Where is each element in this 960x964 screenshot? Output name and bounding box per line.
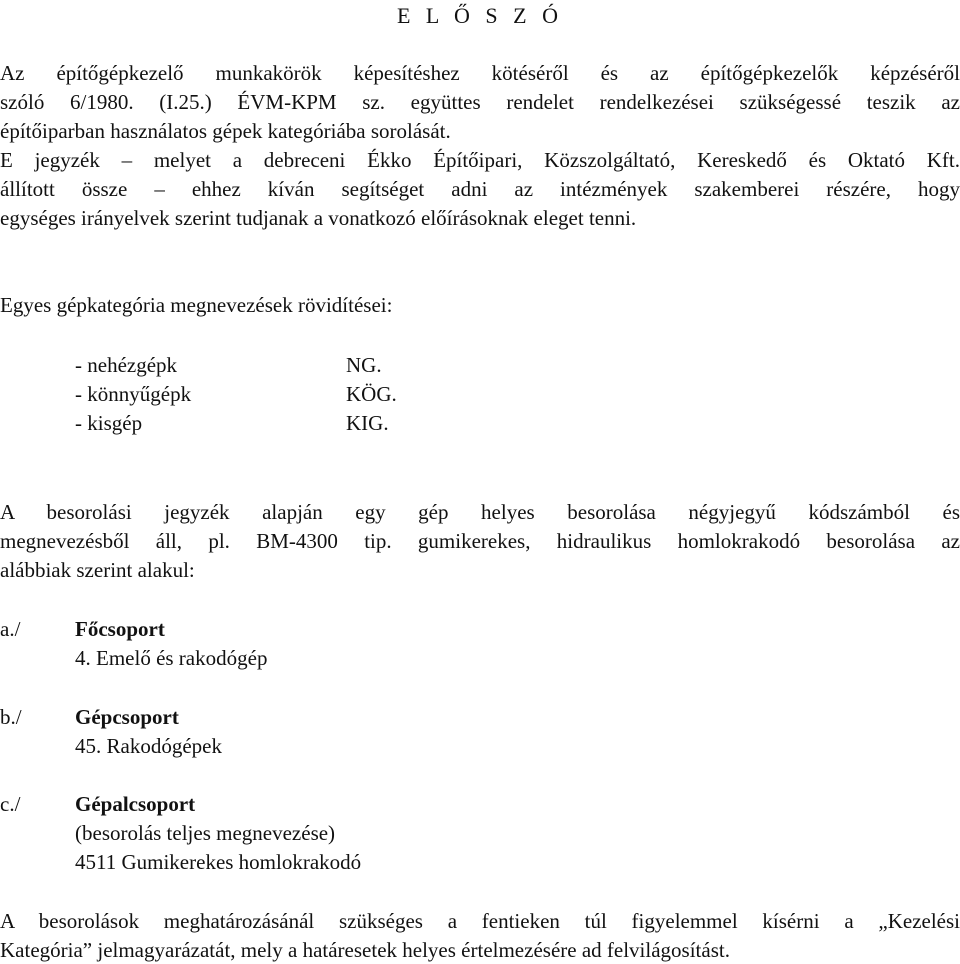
abbreviation-code: NG.	[346, 353, 382, 377]
closing-line: A besorolások meghatározásánál szükséges a fentieken túl figyelemmel kísérni a „Kezelési	[0, 909, 960, 933]
intro-line: egységes irányelvek szerint tudjanak a vonatkozó előírásoknak eleget tenni.	[0, 206, 637, 230]
page-title: E L Ő S Z Ó	[396, 3, 563, 28]
classification-marker: a./	[0, 617, 21, 641]
classification-line: 4511 Gumikerekes homlokrakodó	[75, 850, 362, 874]
abbreviation-name: - könnyűgépk	[75, 382, 192, 406]
classification-marker: c./	[0, 792, 21, 816]
intro-line: építőiparban használatos gépek kategóriába sorolását.	[0, 119, 451, 143]
intro-line: E jegyzék – melyet a debreceni Ékko Építőipari, Közszolgáltató, Kereskedő és Oktató Kft.	[0, 148, 960, 172]
classification-line: 45. Rakodógépek	[75, 734, 222, 758]
classification-heading: Gépalcsoport	[75, 792, 196, 816]
abbreviation-code: KIG.	[346, 411, 389, 435]
example-line: alábbiak szerint alakul:	[0, 558, 195, 582]
classification-heading: Gépcsoport	[75, 705, 179, 729]
intro-line: állított össze – ehhez kíván segítséget adni az intézmények szakemberei részére, hogy	[0, 177, 960, 201]
intro-line: szóló 6/1980. (I.25.) ÉVM-KPM sz. együttes rendelet rendelkezései szükségessé teszik az	[0, 90, 960, 114]
classification-line: (besorolás teljes megnevezése)	[75, 821, 336, 845]
classification-heading: Főcsoport	[75, 617, 165, 641]
abbreviation-name: - kisgép	[75, 411, 143, 435]
intro-line: Az építőgépkezelő munkakörök képesítéshez kötéséről és az építőgépkezelők képzéséről	[0, 61, 960, 85]
abbreviation-code: KÖG.	[346, 382, 397, 406]
example-line: megnevezésből áll, pl. BM-4300 tip. gumikerekes, hidraulikus homlokrakodó besorolása az	[0, 529, 960, 553]
abbreviation-name: - nehézgépk	[75, 353, 178, 377]
closing-line: Kategória” jelmagyarázatát, mely a határesetek helyes értelmezésére ad felvilágosítást.	[0, 938, 730, 962]
abbreviations-heading: Egyes gépkategória megnevezések rövidítései:	[0, 293, 393, 317]
classification-marker: b./	[0, 705, 22, 729]
example-line: A besorolási jegyzék alapján egy gép helyes besorolása négyjegyű kódszámból és	[0, 500, 960, 524]
classification-line: 4. Emelő és rakodógép	[75, 646, 268, 670]
